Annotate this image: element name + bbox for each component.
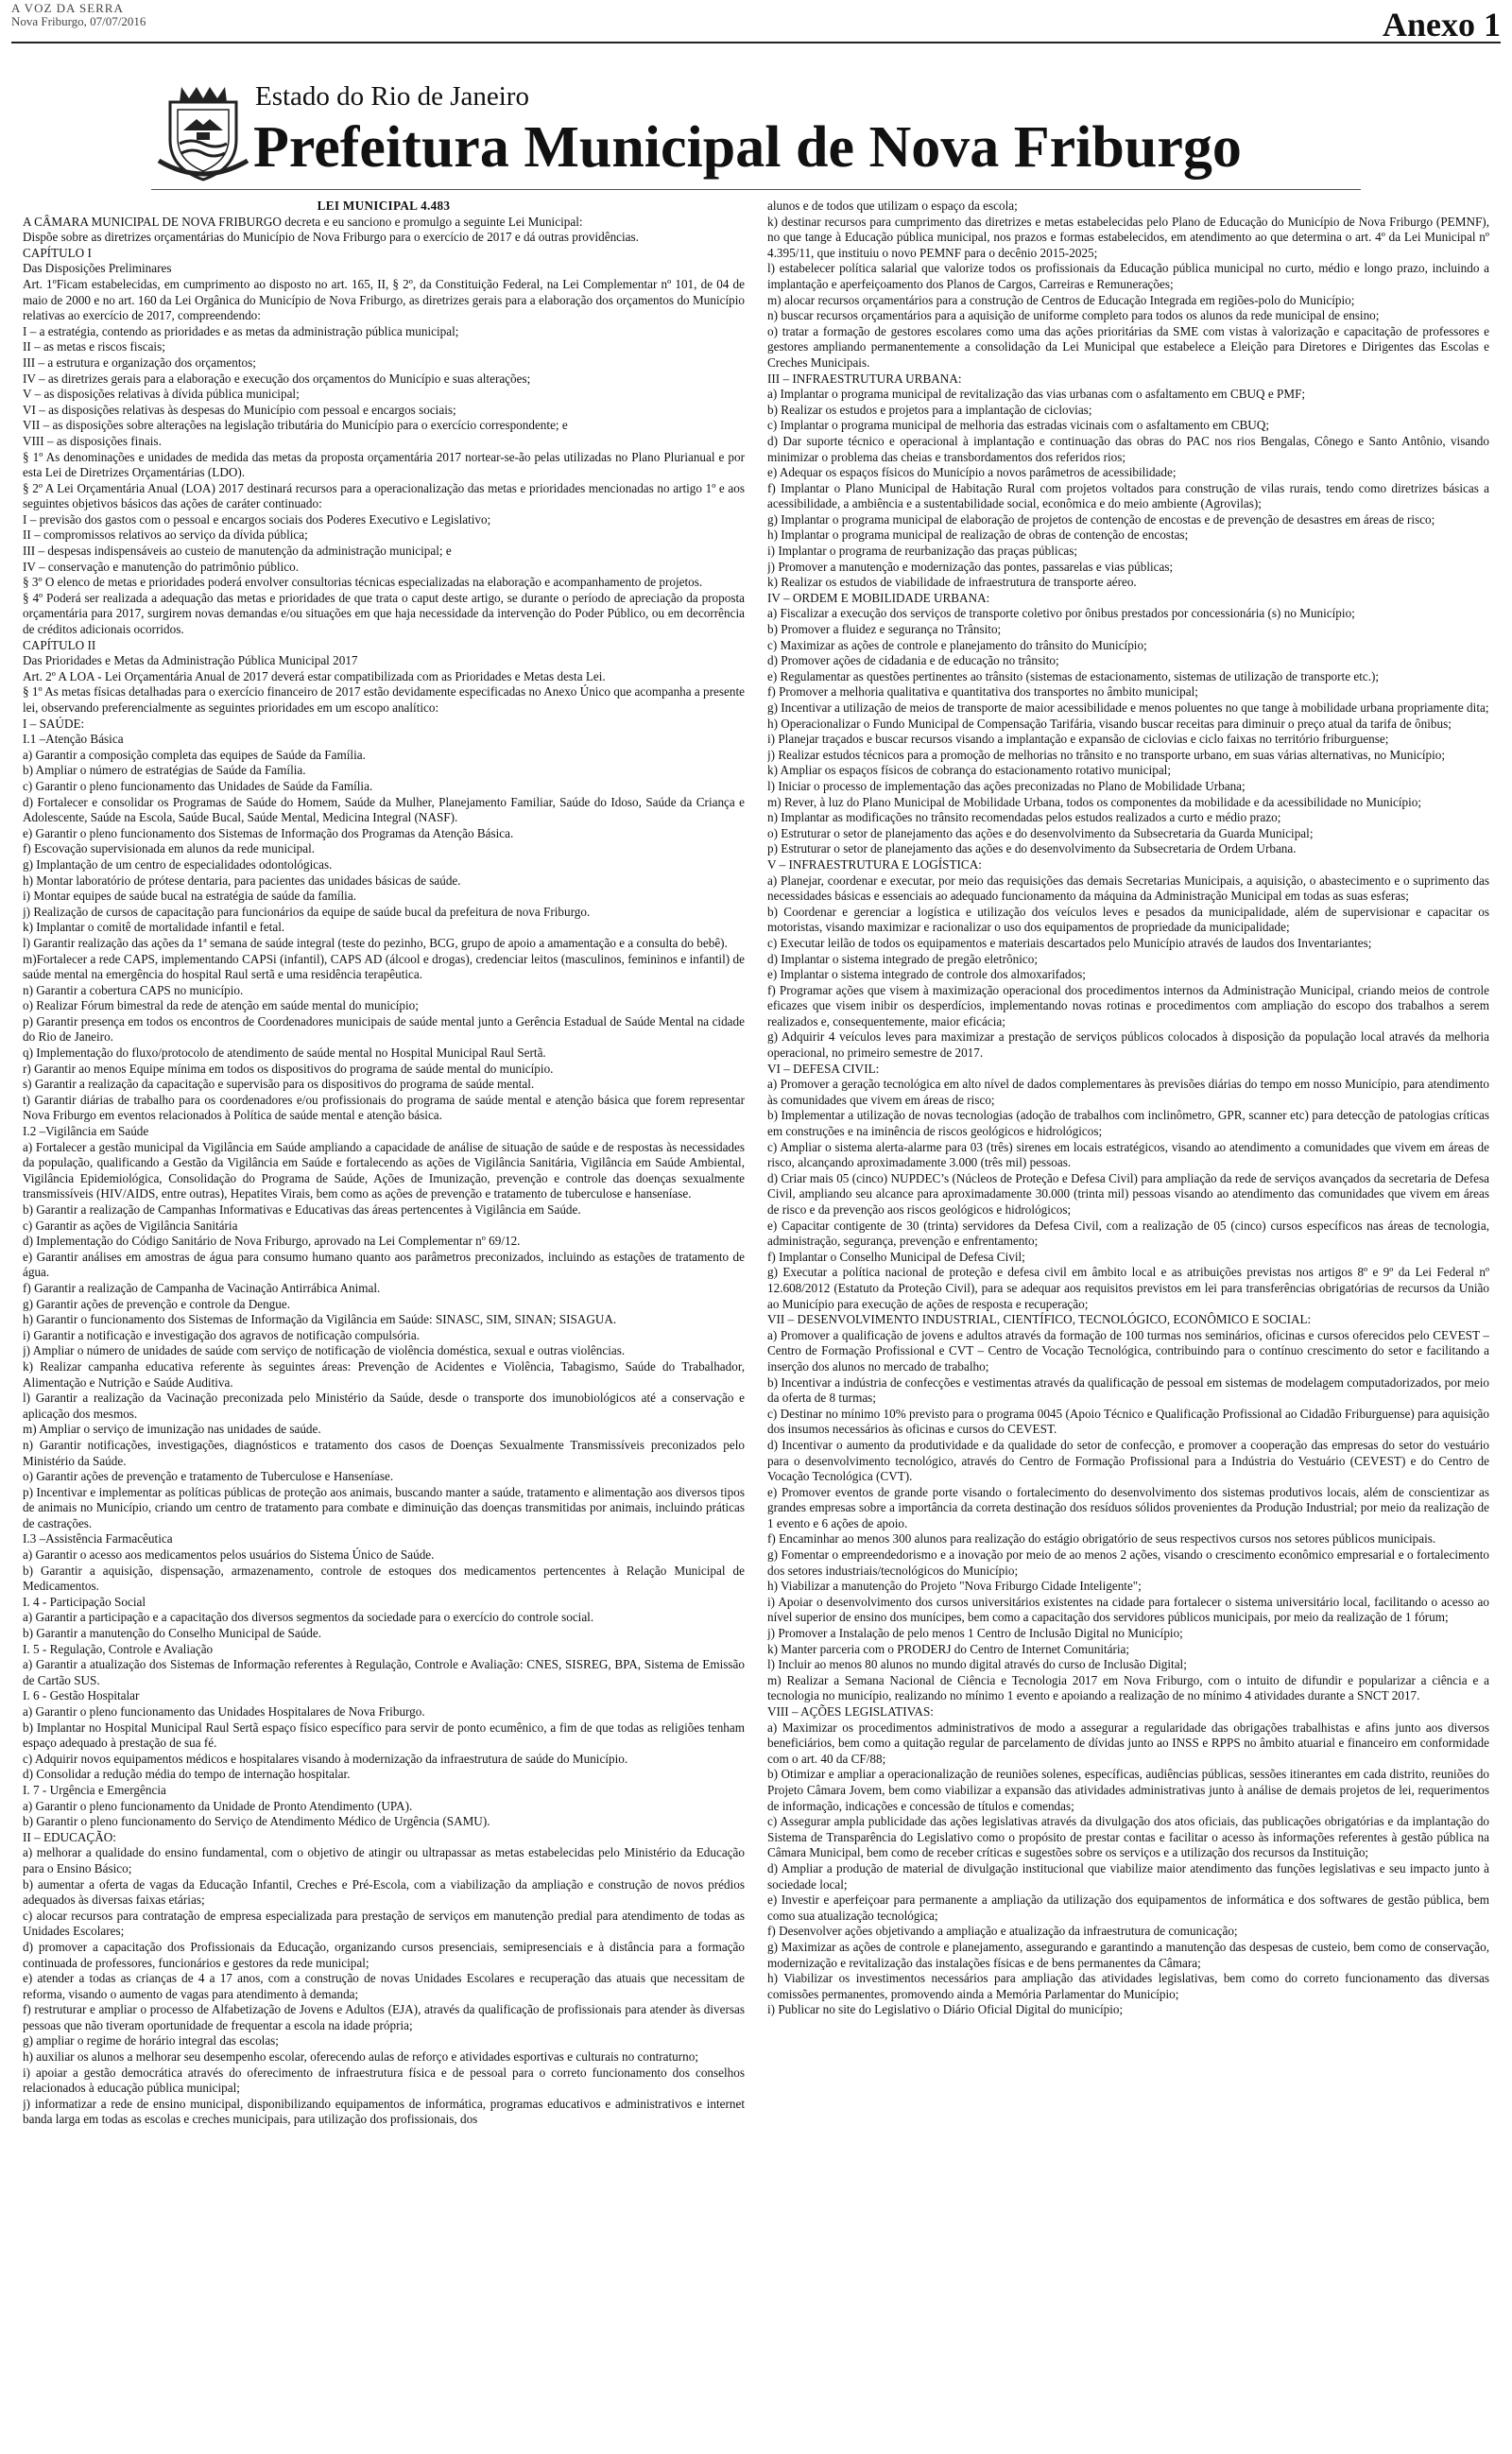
paragraph: a) Promover a qualificação de jovens e adultos através da formação de 100 turmas nos seminários, oficinas e cursos oferecidos pelo CEVEST – Centro de Formação Profissional e CVT – Centro de Vocação Tecnológica, contribuindo para o contínuo crescimento do setor e facilitando a inserção dos alunos no mercado de trabalho; (767, 1327, 1489, 1374)
paragraph: f) Garantir a realização de Campanha de Vacinação Antirrábica Animal. (23, 1280, 381, 1295)
paragraph: f) Encaminhar ao menos 300 alunos para realização do estágio obrigatório de seus respectivos cursos nos setores públicos municipais. (767, 1531, 1436, 1547)
paragraph: s) Garantir a realização da capacitação e supervisão para os dispositivos do programa de saúde mental. (23, 1077, 535, 1092)
paragraph: k) Implantar o comitê de mortalidade infantil e fetal. (23, 920, 285, 935)
paragraph: a) Garantir o acesso aos medicamentos pelos usuários do Sistema Único de Saúde. (23, 1547, 435, 1563)
paragraph: l) Incluir ao menos 80 alunos no mundo digital através do curso de Inclusão Digital; (767, 1657, 1187, 1672)
paragraph: § 3º O elenco de metas e prioridades poderá envolver consultorias técnicas especializadas na elaboração e acompanhamento de projetos. (23, 575, 703, 590)
paragraph: c) Adquirir novos equipamentos médicos e hospitalares visando à modernização da infraestrutura de saúde do Município. (23, 1751, 628, 1766)
paragraph: o) tratar a formação de gestores escolares como uma das ações prioritárias da SME com vistas à valorização e capacitação de professores e gestores ampliando permanentemente a consolidação da Lei Municipal que estabelece a Eleição para Diretores e Dirigentes das Escolas e Creches Municipais. (767, 323, 1489, 370)
paragraph: j) Promover a manutenção e modernização das pontes, passarelas e vias públicas; (767, 559, 1174, 574)
paragraph: m) Ampliar o serviço de imunização nas unidades de saúde. (23, 1422, 321, 1437)
paragraph: a) Promover a geração tecnológica em alto nível de dados complementares às previsões diárias do tempo em nosso Município, para atendimento às comunidades que vivem em áreas de risco; (767, 1077, 1489, 1107)
top-rule (11, 42, 1501, 43)
header-rule (151, 189, 1361, 190)
paragraph: CAPÍTULO II (23, 637, 96, 652)
paragraph: h) Implantar o programa municipal de realização de obras de contenção de encostas; (767, 527, 1189, 543)
paragraph: IV – as diretrizes gerais para a elaboração e execução dos orçamentos do Município e suas alterações; (23, 371, 531, 386)
paragraph: j) informatizar a rede de ensino municipal, disponibilizando equipamentos de informática, programas educativos e administrativos e internet banda larga em todas as escolas e creches municipais, para utilização dos profissionais, dos (23, 2096, 745, 2127)
paragraph: a) melhorar a qualidade do ensino fundamental, com o objetivo de atingir ou ultrapassar as metas estabelecidas pelo Ministério da Educação para o Ensino Básico; (23, 1845, 745, 1875)
paragraph: q) Implementação do fluxo/protocolo de atendimento de saúde mental no Hospital Municipal Raul Sertã. (23, 1046, 546, 1061)
left-column (23, 199, 745, 2431)
paragraph: I.1 –Atenção Básica (23, 732, 124, 747)
paragraph: g) Implantar o programa municipal de elaboração de projetos de contenção de encostas e de prevenção de desastres em áreas de risco; (767, 511, 1435, 527)
paragraph: e) Investir e aperfeiçoar para permanente a ampliação da utilização dos equipamentos de informática e dos softwares de gestão pública, bem como sua atualização tecnológica; (767, 1892, 1489, 1923)
paragraph: k) Realizar os estudos de viabilidade de infraestrutura de transporte aéreo. (767, 575, 1137, 590)
paragraph: m) Realizar a Semana Nacional de Ciência e Tecnologia 2017 em Nova Friburgo, com o intuito de difundir e popularizar a ciência e a tecnologia no município, realizando no mínimo 1 evento e apoiando a realização de no mínimo 4 atividades durante a SNCT 2017. (767, 1672, 1489, 1703)
paragraph: l) Garantir a realização da Vacinação preconizada pelo Ministério da Saúde, desde o transporte dos imunobiológicos até a conservação e aplicação dos mesmos. (23, 1391, 745, 1421)
paragraph: f) Implantar o Plano Municipal de Habitação Rural com projetos voltados para construção de vilas rurais, tendo como diretrizes básicas a acessibilidade, a ambiência e a sustentabilidade social, econômica e do meio ambiente (Agrovilas); (767, 480, 1489, 511)
paragraph: j) Promover a Instalação de pelo menos 1 Centro de Inclusão Digital no Município; (767, 1626, 1183, 1641)
paragraph: e) Regulamentar as questões pertinentes ao trânsito (sistemas de estacionamento, sistemas de utilização de transporte etc.); (767, 668, 1380, 683)
paragraph: b) Garantir a realização de Campanhas Informativas e Educativas das áreas pertencentes à Vigilância em Saúde. (23, 1202, 581, 1217)
paragraph: g) Adquirir 4 veículos leves para maximizar a prestação de serviços públicos colocados à disposição da população local através da melhoria operacional, no primeiro semestre de 2017. (767, 1029, 1489, 1061)
paragraph: g) Garantir ações de prevenção e controle da Dengue. (23, 1296, 291, 1311)
paragraph: g) ampliar o regime de horário integral das escolas; (23, 2033, 279, 2048)
paragraph: II – as metas e riscos fiscais; (23, 339, 165, 354)
paragraph: d) Dar suporte técnico e operacional à implantação e continuação das obras do PAC nos rios Bengalas, Cônego e Santo Antônio, visando minimizar o problema das cheias e transbordamentos dos referidos rios; (767, 433, 1489, 464)
paragraph: Das Prioridades e Metas da Administração Pública Municipal 2017 (23, 653, 358, 668)
paragraph: b) Promover a fluidez e segurança no Trânsito; (767, 622, 1002, 637)
paragraph: c) Ampliar o sistema alerta-alarme para 03 (três) sirenes em locais estratégicos, visando ao atendimento a comunidades que vivem em áreas de risco, alcançando aproximadamente 3.000 (três mil) pessoas. (767, 1139, 1489, 1170)
paragraph: p) Estruturar o setor de planejamento das ações e do desenvolvimento da Subsecretaria de Ordem Urbana. (767, 841, 1297, 856)
paragraph: n) Garantir notificações, investigações, diagnósticos e tratamento dos casos de Doenças Sexualmente Transmissíveis preconizados pelo Ministério da Saúde. (23, 1437, 745, 1468)
paragraph: e) Implantar o sistema integrado de controle dos almoxarifados; (767, 967, 1086, 982)
paragraph: g) Implantação de um centro de especialidades odontológicas. (23, 856, 333, 872)
paragraph: VIII – AÇÕES LEGISLATIVAS: (767, 1704, 934, 1719)
paragraph: b) Implementar a utilização de novas tecnologias (adoção de trabalhos com inclinômetro, GPR, scanner etc) para detecção de patologias críticas em construções e na iminência de riscos geológicos e hidrológicos; (767, 1108, 1489, 1139)
paragraph: i) apoiar a gestão democrática através do oferecimento de infraestrutura física e de pessoal para o correto funcionamento dos conselhos relacionados à educação pública municipal; (23, 2065, 745, 2096)
paragraph: I – previsão dos gastos com o pessoal e encargos sociais dos Poderes Executivo e Legislativo; (23, 511, 491, 527)
paragraph: VII – DESENVOLVIMENTO INDUSTRIAL, CIENTÍFICO, TECNOLÓGICO, ECONÔMICO E SOCIAL: (767, 1312, 1312, 1327)
annex-label: Anexo 1 (1383, 6, 1501, 43)
paragraph: o) Estruturar o setor de planejamento das ações e do desenvolvimento da Subsecretaria da Guarda Municipal; (767, 825, 1314, 840)
paragraph: d) Incentivar o aumento da produtividade e da qualidade do setor de confecção, e promover a cooperação das empresas do setor do vestuário para o desenvolvimento tecnológico, através do Centro de Formação Profissional para a Indústria do Vestuário (CEVEST) e do Centro de Vocação Tecnológica (CVT). (767, 1437, 1489, 1484)
paragraph: d) promover a capacitação dos Profissionais da Educação, organizando cursos presenciais, semipresenciais e à distância para a formação continuada de professores, funcionários e gestores da rede municipal; (23, 1939, 745, 1970)
city-crest-icon (151, 81, 255, 185)
paragraph: f) Promover a melhoria qualitativa e quantitativa dos transportes no âmbito municipal; (767, 684, 1198, 700)
paragraph: j) Realizar estudos técnicos para a promoção de melhorias no trânsito e no transporte urbano, em suas várias alternativas, no Município; (767, 747, 1446, 762)
paragraph: e) Garantir o pleno funcionamento dos Sistemas de Informação dos Programas da Atenção Básica. (23, 825, 514, 840)
paragraph: i) Apoiar o desenvolvimento dos cursos universitários existentes na cidade para fortalecer o sistema universitário local, facilitando o acesso ao nível superior de ensino dos munícipes, bem como a capacitação dos servidores públicos municipais, por meio da realização de 1 fórum; (767, 1594, 1489, 1625)
paragraph: d) Fortalecer e consolidar os Programas de Saúde do Homem, Saúde da Mulher, Planejamento Familiar, Saúde do Idoso, Saúde da Criança e Adolescente, Saúde na Escola, Saúde Bucal, Saúde Mental, Medicina Integral (NASF). (23, 794, 745, 825)
paragraph: l) Garantir realização das ações da 1ª semana de saúde integral (teste do pezinho, BCG, grupo de apoio a amamentação e a consulta do bebê). (23, 935, 728, 950)
paragraph: a) Garantir a composição completa das equipes de Saúde da Família. (23, 747, 366, 762)
paragraph: o) Realizar Fórum bimestral da rede de atenção em saúde mental do município; (23, 998, 419, 1013)
paragraph: III – a estrutura e organização dos orçamentos; (23, 354, 256, 370)
paragraph: § 2º A Lei Orçamentária Anual (LOA) 2017 destinará recursos para a operacionalização das metas e prioridades mencionadas no artigo 1º e aos seguintes objetivos básicos das ações de caráter continuado: (23, 480, 745, 511)
state-name: Estado do Rio de Janeiro (255, 81, 529, 112)
publication-date: Nova Friburgo, 07/07/2016 (11, 14, 146, 28)
paragraph: f) restruturar e ampliar o processo de Alfabetização de Jovens e Adultos (EJA), através da qualificação de profissionais para atender às diversas pessoas que não tiveram oportunidade de frequentar a escola na idade própria; (23, 2002, 745, 2032)
paragraph: a) Implantar o programa municipal de revitalização das vias urbanas com o asfaltamento em CBUQ e PMF; (767, 387, 1306, 402)
paragraph: j) Realização de cursos de capacitação para funcionários da equipe de saúde bucal da prefeitura de nova Friburgo. (23, 904, 591, 919)
paragraph: b) Garantir o pleno funcionamento do Serviço de Atendimento Médico de Urgência (SAMU). (23, 1814, 490, 1829)
paragraph: III – despesas indispensáveis ao custeio de manutenção da administração municipal; e (23, 544, 452, 559)
law-title: LEI MUNICIPAL 4.483 (317, 199, 451, 213)
paragraph: b) Coordenar e gerenciar a logística e utilização dos veículos leves e pesados da municipalidade, além de supervisionar e capacitar os motoristas, visando maximizar e racionalizar o uso dos equipamentos de propriedade da municipalidade; (767, 904, 1489, 935)
paragraph: b) Garantir a manutenção do Conselho Municipal de Saúde. (23, 1626, 322, 1641)
paragraph: VIII – as disposições finais. (23, 433, 162, 448)
paragraph: i) Implantar o programa de reurbanização das praças públicas; (767, 544, 1078, 559)
paragraph: e) Capacitar contigente de 30 (trinta) servidores da Defesa Civil, com a realização de 05 (cinco) cursos específicos nas áreas de tecnologia, administração, segurança, prevenção e enfrentamento; (767, 1218, 1489, 1249)
paragraph: b) Otimizar e ampliar a operacionalização de reuniões solenes, específicas, audiências públicas, sessões itinerantes em cada distrito, reuniões do Projeto Câmara Jovem, bem como viabilizar a expansão das atividades administrativas junto à análise de demais projetos de lei, requerimentos de informação, indicações e concessão de títulos e comendas; (767, 1767, 1489, 1813)
paragraph: i) Publicar no site do Legislativo o Diário Oficial Digital do município; (767, 2002, 1124, 2017)
paragraph: I. 6 - Gestão Hospitalar (23, 1688, 140, 1703)
paragraph: a) Maximizar os procedimentos administrativos de modo a assegurar a regularidade das obrigações trabalhistas e afins junto aos diversos beneficiários, bem como a quitação regular de parcelamento de dívidas junto ao INSS e RPPS no âmbito atuarial e financeiro em conformidade com o art. 40 da CF/88; (767, 1720, 1489, 1766)
paragraph: c) Garantir as ações de Vigilância Sanitária (23, 1218, 238, 1233)
paragraph: n) buscar recursos orçamentários para a aquisição de uniforme completo para todos os alunos da rede municipal de ensino; (767, 308, 1380, 323)
paragraph: c) Executar leilão de todos os equipamentos e materiais descartados pelo Município através de laudos dos Inventariantes; (767, 935, 1372, 950)
paragraph: § 1º As denominações e unidades de medida das metas da proposta orçamentária 2017 nortear-se-ão pelas utilizadas no Plano Plurianual e por esta Lei de Diretrizes Orçamentárias (LDO). (23, 449, 745, 480)
paragraph: b) Implantar no Hospital Municipal Raul Sertã espaço físico específico para servir de ponto ecumênico, a fim de que todas as religiões tenham espaço adequado à prestação de sua fé. (23, 1720, 745, 1751)
paragraph: d) Implementação do Código Sanitário de Nova Friburgo, aprovado na Lei Complementar nº 69/12. (23, 1234, 521, 1249)
paragraph: f) Desenvolver ações objetivando a ampliação e atualização da infraestrutura de comunicação; (767, 1924, 1238, 1939)
publication-bar (11, 0, 1501, 45)
paragraph: c) Destinar no mínimo 10% previsto para o programa 0045 (Apoio Técnico e Qualificação Profissional ao Cidadão Friburguense) para aquisição dos insumos necessários às oficinas e cursos do CEVEST. (767, 1406, 1489, 1437)
paragraph: b) Realizar os estudos e projetos para a implantação de ciclovias; (767, 402, 1092, 417)
publication-name: A VOZ DA SERRA (11, 1, 124, 15)
paragraph: § 4º Poderá ser realizada a adequação das metas e prioridades de que trata o caput deste artigo, se durante o período de apreciação da proposta orçamentária para 2017, surgirem novas demandas e/ou situações em que haja necessidade da intervenção do Poder Público, ou em decorrência de créditos adicionais ocorridos. (23, 590, 745, 637)
paragraph: d) Promover ações de cidadania e de educação no trânsito; (767, 653, 1059, 668)
paragraph: o) Garantir ações de prevenção e tratamento de Tuberculose e Hanseníase. (23, 1469, 394, 1484)
paragraph: c) Maximizar as ações de controle e planejamento do trânsito do Município; (767, 637, 1147, 652)
paragraph: i) Montar equipes de saúde bucal na estratégia de saúde da família. (23, 889, 356, 904)
paragraph: p) Garantir presença em todos os encontros de Coordenadores municipais de saúde mental junto a Gerência Estadual de Saúde Mental na cidade do Rio de Janeiro. (23, 1013, 745, 1045)
law-body (23, 199, 1489, 2431)
paragraph: a) Fiscalizar a execução dos serviços de transporte coletivo por ônibus prestados por concessionária (s) no Município; (767, 606, 1355, 621)
paragraph: d) Ampliar a produção de material de divulgação institucional que viabilize maior atendimento das funções legislativas e seu impacto junto à sociedade local; (767, 1860, 1489, 1892)
paragraph: t) Garantir diárias de trabalho para os coordenadores e/ou profissionais do programa de saúde mental e atenção básica que forem representar Nova Friburgo em eventos relacionados à Política de saúde mental e atenção básica. (23, 1092, 745, 1123)
paragraph: a) Garantir o pleno funcionamento das Unidades Hospitalares de Nova Friburgo. (23, 1704, 425, 1719)
paragraph: h) Garantir o funcionamento dos Sistemas de Informação da Vigilância em Saúde: SINASC, SIM, SINAN; SISAGUA. (23, 1312, 617, 1327)
paragraph: b) aumentar a oferta de vagas da Educação Infantil, Creches e Pré-Escola, com a viabilização da ampliação e construção de novos prédios adequados às diversas faixas etárias; (23, 1876, 745, 1908)
paragraph: III – INFRAESTRUTURA URBANA: (767, 371, 962, 386)
paragraph: i) Planejar traçados e buscar recursos visando a implantação e expansão de ciclovias e ciclo faixas no território friburguense; (767, 732, 1389, 747)
paragraph: e) Garantir análises em amostras de água para consumo humano quanto aos parâmetros preconizados, incluindo as estações de tratamento de água. (23, 1249, 745, 1280)
paragraph: h) Viabilizar a manutenção do Projeto "Nova Friburgo Cidade Inteligente"; (767, 1579, 1142, 1594)
paragraph: i) Garantir a notificação e investigação dos agravos de notificação compulsória. (23, 1327, 420, 1342)
masthead (151, 76, 1380, 189)
paragraph: r) Garantir ao menos Equipe mínima em todos os dispositivos do programa de saúde mental do município. (23, 1061, 554, 1076)
paragraph: I – SAÚDE: (23, 716, 85, 731)
paragraph: Art. 2º A LOA - Lei Orçamentária Anual de 2017 deverá estar compatibilizada com as Prioridades e Metas desta Lei. (23, 668, 606, 683)
paragraph: VI – as disposições relativas às despesas do Município com pessoal e encargos sociais; (23, 402, 456, 417)
paragraph: I.3 –Assistência Farmacêutica (23, 1531, 173, 1547)
paragraph: § 1º As metas físicas detalhadas para o exercício financeiro de 2017 estão devidamente especificadas no Anexo Único que acompanha a presente lei, observando preferencialmente as seguintes prioridades em um escopo analítico: (23, 684, 745, 715)
paragraph: e) Adequar os espaços físicos do Município a novos parâmetros de acessibilidade; (767, 465, 1177, 480)
paragraph: g) Incentivar a utilização de meios de transporte de maior acessibilidade e menos poluentes no que tange à mobilidade urbana propriamente dita; (767, 700, 1489, 715)
paragraph: a) Garantir a participação e a capacitação dos diversos segmentos da sociedade para o exercício do controle social. (23, 1610, 594, 1625)
paragraph: II – EDUCAÇÃO: (23, 1829, 116, 1844)
paragraph: b) Ampliar o número de estratégias de Saúde da Família. (23, 763, 306, 778)
paragraph: I. 7 - Urgência e Emergência (23, 1782, 166, 1797)
paragraph: k) Ampliar os espaços físicos de cobrança do estacionamento rotativo municipal; (767, 763, 1172, 778)
paragraph: h) Viabilizar os investimentos necessários para ampliação das atividades legislativas, bem como do correto funcionamento das diversas comissões permanentes, promovendo ainda a Memória Parlamentar do Município; (767, 1971, 1489, 2001)
paragraph: IV – conservação e manutenção do patrimônio público. (23, 559, 299, 574)
paragraph: d) Implantar o sistema integrado de pregão eletrônico; (767, 951, 1038, 966)
paragraph: c) Implantar o programa municipal de melhoria das estradas vicinais com o asfaltamento em CBUQ; (767, 418, 1269, 433)
paragraph: Art. 1ºFicam estabelecidas, em cumprimento ao disposto no art. 165, II, § 2º, da Constituição Federal, na Lei Complementar nº 101, de 04 de maio de 2000 e no art. 160 da Lei Orgânica do Município de Nova Friburgo, as diretrizes gerais para a elaboração dos orçamentos do Município relativas ao exercício de 2017, compreendendo: (23, 276, 745, 323)
paragraph: VI – DEFESA CIVIL: (767, 1061, 880, 1076)
paragraph: g) Executar a política nacional de proteção e defesa civil em âmbito local e as atribuições previstas nos artigos 8º e 9º da Lei Federal nº 12.608/2012 (Estatuto da Proteção Civil), para se adequar aos requisitos previstos em lei para transferências obrigatórias de recursos da União ao Município para execução de ações de resposta e recuperação; (767, 1265, 1489, 1311)
paragraph: j) Ampliar o número de unidades de saúde com serviço de notificação de violência doméstica, sexual e outras violências. (23, 1343, 626, 1358)
paragraph: IV – ORDEM E MOBILIDADE URBANA: (767, 590, 990, 605)
paragraph: n) Garantir a cobertura CAPS no município. (23, 982, 244, 997)
paragraph: b) Garantir a aquisição, dispensação, armazenamento, controle de estoques dos medicamentos pertencentes à Relação Municipal de Medicamentos. (23, 1563, 745, 1594)
paragraph: l) estabelecer política salarial que valorize todos os profissionais da Educação pública municipal no curto, médio e longo prazo, incluindo a implantação e aperfeiçoamento dos Planos de Cargos, Carreiras e Remunerações; (767, 261, 1489, 291)
paragraph: n) Implantar as modificações no trânsito recomendadas pelos estudos realizados a curto e médio prazo; (767, 810, 1281, 825)
paragraph: m) Rever, à luz do Plano Municipal de Mobilidade Urbana, todos os componentes da mobilidade e da acessibilidade no Município; (767, 794, 1422, 809)
paragraph: Das Disposições Preliminares (23, 261, 172, 276)
paragraph: f) Escovação supervisionada em alunos da rede municipal. (23, 841, 316, 856)
paragraph: h) Montar laboratório de prótese dentaria, para pacientes das unidades básicas de saúde. (23, 873, 461, 888)
paragraph: A CÂMARA MUNICIPAL DE NOVA FRIBURGO decreta e eu sanciono e promulgo a seguinte Lei Municipal: (23, 214, 583, 229)
paragraph: I. 4 - Participação Social (23, 1594, 146, 1609)
paragraph: l) Iniciar o processo de implementação das ações preconizadas no Plano de Mobilidade Urbana; (767, 778, 1246, 793)
paragraph: f) Programar ações que visem à maximização operacional dos procedimentos internos da Administração Municipal, criando meios de controle eficazes que visem inibir os desperdícios, implementando novas rotinas e procedimentos com ampliação do escopo dos trabalhos a serem realizados e, consequentemente, maior eficácia; (767, 982, 1489, 1028)
paragraph: c) Assegurar ampla publicidade das ações legislativas através da divulgação dos atos oficiais, das publicações obrigatórias e da implantação do Sistema de Transparência do Legislativo como o propósito de prestar contas e facilitar o acesso às informações referentes à gestão pública na Câmara Municipal, bem como de receber críticas e sugestões sobre os serviços e a utilização dos recursos da Instituição; (767, 1814, 1489, 1860)
publication-info (11, 2, 146, 28)
paragraph: a) Planejar, coordenar e executar, por meio das requisições das demais Secretarias Municipais, a aquisição, o abastecimento e o suprimento das necessidades básicas e essenciais ao adequado funcionamento da máquina da Administração Municipal em todas as suas esferas; (767, 873, 1489, 904)
paragraph: I.2 –Vigilância em Saúde (23, 1124, 149, 1139)
paragraph: b) Incentivar a indústria de confecções e vestimentas através da qualificação de pessoal em sistemas de modelagem computadorizados, por meio da oferta de 8 turmas; (767, 1374, 1489, 1406)
paragraph: p) Incentivar e implementar as políticas públicas de proteção aos animais, buscando manter a saúde, tratamento e alimentação aos diversos tipos de animais no Município, criando um centro de tratamento para combate e diminuição das doenças transmitidas por animais, incluindo práticas de castrações. (23, 1484, 745, 1530)
right-column (767, 199, 1489, 2431)
paragraph: a) Fortalecer a gestão municipal da Vigilância em Saúde ampliando a capacidade de análise de situação de saúde e de respostas às necessidades da população, qualificando a Gestão da Vigilância em Saúde e fortalecendo as ações de Vigilância Sanitária, Vigilância em Saúde Ambiental, Vigilância Epidemiológica, Consolidação do Programa de Saúde, Ações de Imunização, prevenção e controle das doenças sexualmente transmissíveis (HIV/AIDS, entre outras), Hepatites Virais, bem como as ações de prevenção e tratamento de tuberculose e hanseníase. (23, 1139, 745, 1201)
paragraph: CAPÍTULO I (23, 245, 92, 260)
city-hall-name: Prefeitura Municipal de Nova Friburgo (253, 115, 1242, 180)
paragraph: e) Promover eventos de grande porte visando o fortalecimento do desenvolvimento dos sistemas produtivos locais, além de conscientizar as grandes empresas sobre a importância da correta destinação dos resíduos sólidos provenientes da Produção Industrial; por meio da realização de 1 evento e 6 ações de apoio. (767, 1484, 1489, 1530)
paragraph: d) Criar mais 05 (cinco) NUPDEC’s (Núcleos de Proteção e Defesa Civil) para ampliação da rede de serviços avançados da secretaria de Defesa Civil, ampliando seu alcance para aproximadamente 30.000 (trinta mil) pessoas visando ao atendimento das comunidades que vivem em áreas de risco e da prevenção aos riscos geológicos e hidrológicos; (767, 1170, 1489, 1217)
paragraph: II – compromissos relativos ao serviço da dívida pública; (23, 527, 308, 543)
paragraph: m) alocar recursos orçamentários para a construção de Centros de Educação Integrada em regiões-polo do Município; (767, 292, 1355, 307)
paragraph: k) Manter parceria com o PRODERJ do Centro de Internet Comunitária; (767, 1641, 1130, 1656)
paragraph: V – as disposições relativas à dívida pública municipal; (23, 387, 300, 402)
paragraph: f) Implantar o Conselho Municipal de Defesa Civil; (767, 1249, 1025, 1264)
paragraph: I. 5 - Regulação, Controle e Avaliação (23, 1641, 214, 1656)
paragraph: g) Maximizar as ações de controle e planejamento, assegurando e garantindo a manutenção das despesas de custeio, bem como de conservação, modernização e revitalização das instalações físicas e de bens permanentes da Câmara; (767, 1939, 1489, 1970)
paragraph: VII – as disposições sobre alterações na legislação tributária do Município para o exercício correspondente; e (23, 418, 568, 433)
paragraph: c) Garantir o pleno funcionamento das Unidades de Saúde da Família. (23, 778, 373, 793)
paragraph: h) Operacionalizar o Fundo Municipal de Compensação Tarifária, visando buscar receitas para diminuir o preço atual da tarifa de ônibus; (767, 716, 1452, 731)
paragraph: I – a estratégia, contendo as prioridades e as metas da administração pública municipal; (23, 323, 459, 338)
paragraph: e) atender a todas as crianças de 4 a 17 anos, com a construção de novas Unidades Escolares e recuperação das atuais que necessitam de reforma, visando o aumento de vagas para atendimento à demanda; (23, 1971, 745, 2001)
paragraph: g) Fomentar o empreendedorismo e a inovação por meio de ao menos 2 ações, visando o crescimento econômico empresarial e o fortalecimento dos setores industriais/tecnológicos do Município; (767, 1547, 1489, 1578)
paragraph: V – INFRAESTRUTURA E LOGÍSTICA: (767, 856, 982, 872)
paragraph: h) auxiliar os alunos a melhorar seu desempenho escolar, oferecendo aulas de reforço e atividades esportivas e culturais no contraturno; (23, 2049, 698, 2065)
paragraph: k) Realizar campanha educativa referente às seguintes áreas: Prevenção de Acidentes e Violência, Tabagismo, Saúde do Trabalhador, Alimentação e Nutrição e Saúde Auditiva. (23, 1358, 745, 1390)
paragraph: Dispõe sobre as diretrizes orçamentárias do Município de Nova Friburgo para o exercício de 2017 e dá outras providências. (23, 230, 639, 245)
paragraph: k) destinar recursos para cumprimento das diretrizes e metas estabelecidas pelo Plano de Educação do Município de Nova Friburgo (PEMNF), no que tange à Educação pública municipal, nos prazos e formas estabelecidos, em atendimento ao que determina o art. 4º da Lei Municipal nº 4.395/11, que instituiu o novo PEMNF para o decênio 2015-2025; (767, 214, 1489, 260)
paragraph: a) Garantir o pleno funcionamento da Unidade de Pronto Atendimento (UPA). (23, 1798, 413, 1813)
paragraph: c) alocar recursos para contratação de empresa especializada para prestação de serviços em manutenção predial para atendimento de todas as Unidades Escolares; (23, 1908, 745, 1939)
paragraph: d) Consolidar a redução média do tempo de internação hospitalar. (23, 1767, 351, 1782)
paragraph: a) Garantir a atualização dos Sistemas de Informação referentes à Regulação, Controle e Avaliação: CNES, SISREG, BPA, Sistema de Emissão de Cartão SUS. (23, 1657, 745, 1687)
paragraph: m)Fortalecer a rede CAPS, implementando CAPSi (infantil), CAPS AD (álcool e drogas), credenciar leitos (masculinos, femininos e infantil) de saúde mental na emergência do hospital Raul sertã e uma residência terapêutica. (23, 951, 745, 982)
paragraph: alunos e de todos que utilizam o espaço da escola; (767, 199, 1018, 213)
